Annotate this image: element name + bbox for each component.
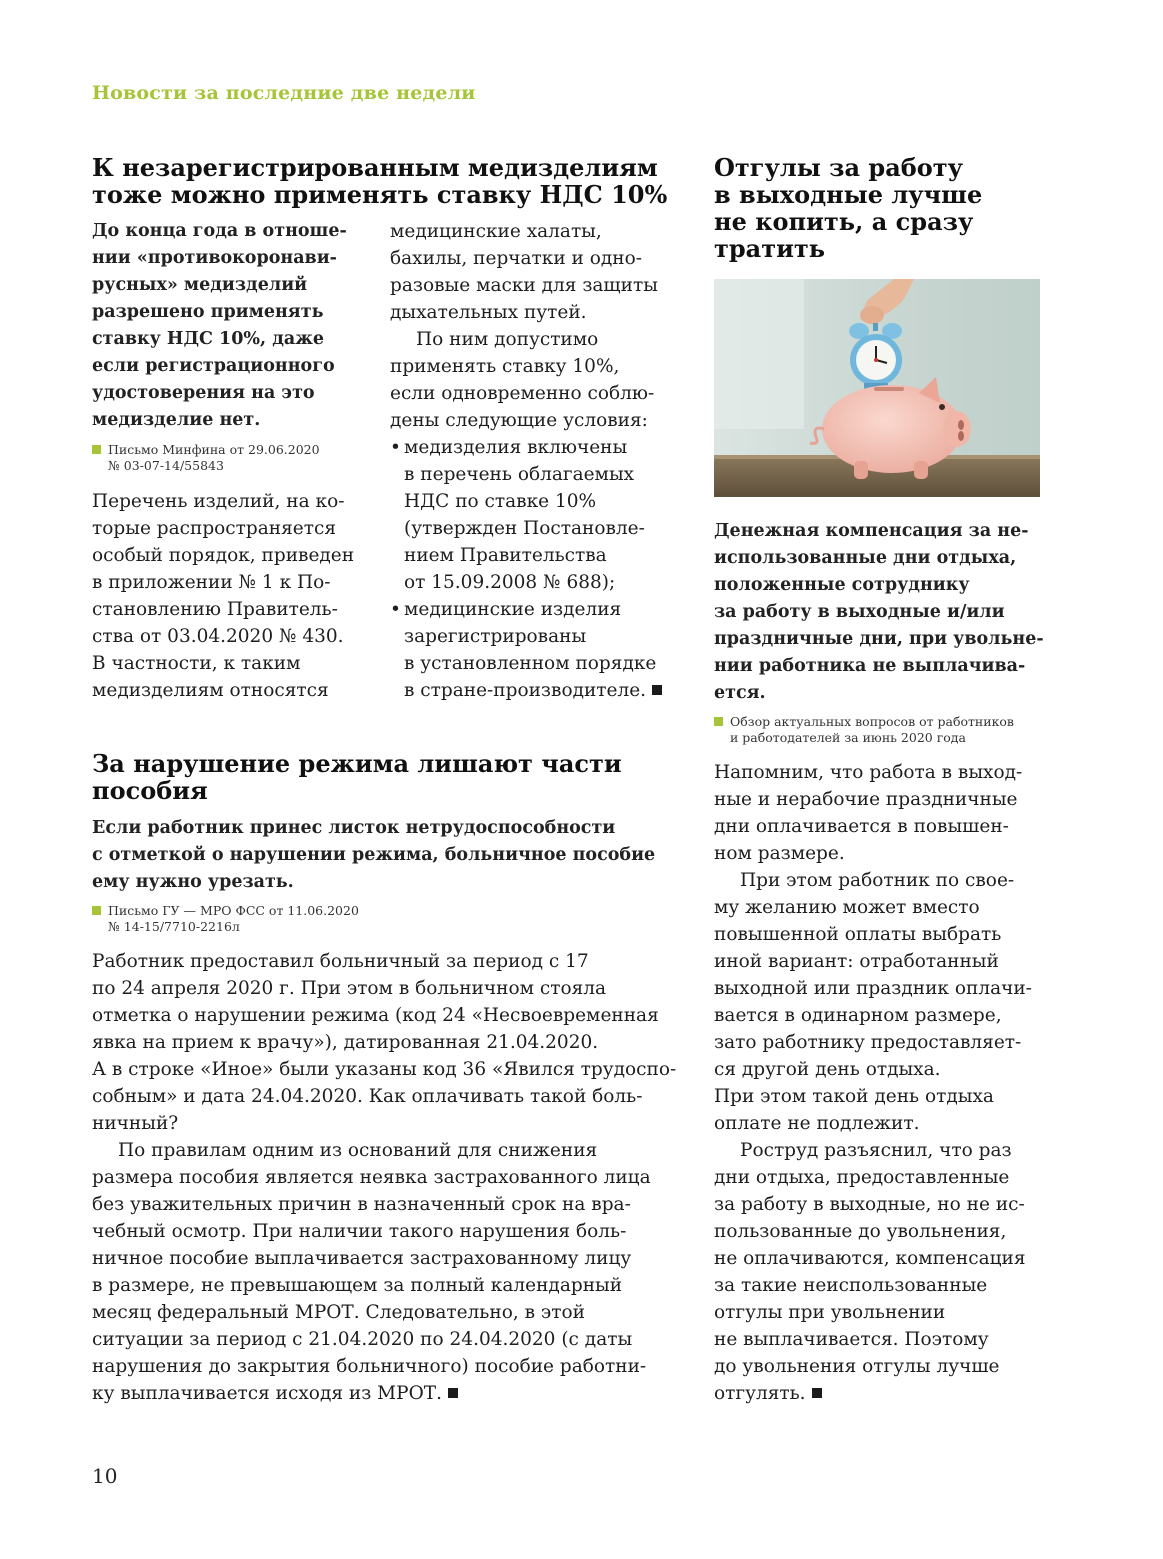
piggy-bank-photo — [714, 279, 1040, 497]
end-mark — [652, 685, 662, 695]
article3-source: Обзор актуальных вопросов от работников и работодателей за июнь 2020 года — [714, 714, 1054, 746]
section-label: Новости за последние две недели — [92, 82, 476, 104]
article1-source: Письмо Минфина от 29.06.2020 № 03-07-14/55843 — [92, 442, 372, 474]
source-marker — [714, 717, 723, 726]
article3-lead: Денежная компенсация за не- использованные дни отдыха, положенные сотруднику за работу в выходные и/или праздничные дни, при увольне- нии работника не выплачива- ется. — [714, 521, 1044, 703]
article2-source: Письмо ГУ — МРО ФСС от 11.06.2020 № 14-15/7710-2216л — [92, 903, 492, 935]
article2-headline: За нарушение режима лишают части пособия — [92, 749, 622, 805]
article1-body-left: Перечень изделий, на ко- торые распространяется особый порядок, приведен в приложении № 1 к По- становлению Правитель- ства от 03.04.2020 № 430. В частности, к таким медизделиям относятся — [92, 491, 355, 701]
article1-lead: До конца года в отноше- нии «противокоронави- русных» медизделий разрешено применять ставку НДС 10%, даже если регистрационного удостоверения на это медизделие нет. — [92, 221, 347, 430]
conditions-list — [390, 434, 675, 704]
end-mark — [448, 1388, 458, 1398]
end-mark — [812, 1388, 822, 1398]
article3-body: Напомним, что работа в выход- ные и нерабочие праздничные дни оплачивается в повышен- ном размере. При этом работник по свое- му желанию может вместо повышенной оплаты выбрать иной вариант: отработанный выходной или праздник оплачи- вается в одинарном размере, зато работнику предоставляет- ся другой день отдыха. При этом такой день отдыха оплате не подлежит. Роструд разъяснил, что раз дни отдыха, предоставленные за работу в выходные, но не ис- пользованные до увольнения, не оплачиваются, компенсация за такие неиспользованные отгулы при увольнении не выплачивается. Поэтому до увольнения отгулы лучше отгулять. — [714, 762, 1032, 1404]
article1-body-right: медицинские халаты, бахилы, перчатки и одно- разовые маски для защиты дыхательных путей. По ним допустимо применять ставку 10%, если одновременно соблю- дены следующие условия: • медизделия включены в перечень облагаемых НДС по ставке 10% (утвержден Постановле- нием Правительства от 15.09.2008 № 688); • медицинские изделия зарегистрированы в установленном порядке в стране-производителе. — [390, 218, 675, 704]
source-marker — [92, 906, 101, 915]
page-number: 10 — [92, 1464, 118, 1488]
article2-lead: Если работник принес листок нетрудоспособности с отметкой о нарушении режима, больничное пособие ему нужно урезать. — [92, 818, 656, 892]
source-marker — [92, 445, 101, 454]
list-item: • медизделия включены в перечень облагаемых НДС по ставке 10% (утвержден Постановле- нием Правительства от 15.09.2008 № 688); — [390, 437, 645, 593]
article1-headline: К незарегистрированным медизделиям тоже можно применять ставку НДС 10% — [92, 153, 668, 209]
piggy-bank-clock-icon — [714, 279, 1040, 497]
article2-body: Работник предоставил больничный за период с 17 по 24 апреля 2020 г. При этом в больничном стояла отметка о нарушении режима (код 24 «Несвоевременная явка на прием к врачу»), датированная 21.04.2020. А в строке «Иное» были указаны код 36 «Явился трудоспо- собным» и дата 24.04.2020. Как оплачивать такой боль- ничный? По правилам одним из оснований для снижения размера пособия является неявка застрахованного лица без уважительных причин в назначенный срок на вра- чебный осмотр. При наличии такого нарушения боль- ничное пособие выплачивается застрахованному лицу в размере, не превышающем за полный календарный месяц федеральный МРОТ. Следовательно, в этой ситуации за период с 21.04.2020 по 24.04.2020 (с даты нарушения до закрытия больничного) пособие работни- ку выплачивается исходя из МРОТ. — [92, 951, 677, 1404]
list-item: • медицинские изделия зарегистрированы в установленном порядке в стране-производителе. — [390, 596, 675, 704]
article3-headline: Отгулы за работу в выходные лучше не копить, а сразу тратить — [714, 153, 983, 263]
